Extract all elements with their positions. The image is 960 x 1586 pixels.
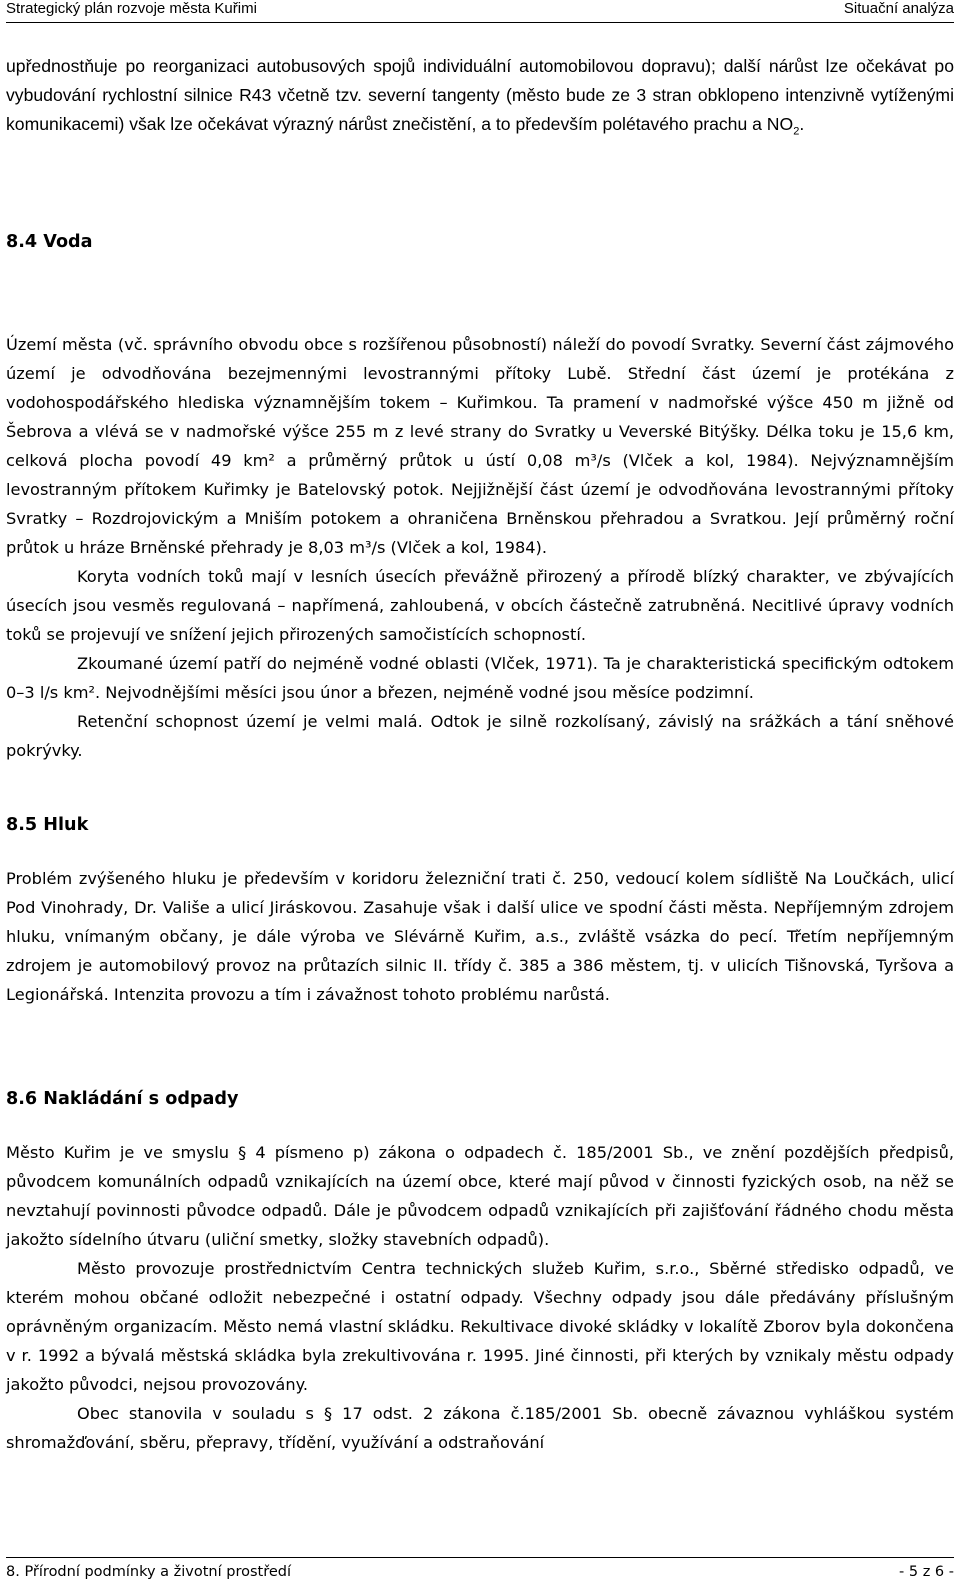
- section-heading-voda: 8.4 Voda: [6, 232, 93, 252]
- hluk-paragraph-1: Problém zvýšeného hluku je především v koridoru železniční trati č. 250, vedoucí kolem sídliště Na Loučkách, ulicí Pod Vinohrady, Dr. Vališe a ulicí Jiráskovou. Zasahuje však i další ulice ve spodní části města. Nepříjemným zdrojem hluku, vnímaným občany, je dále výroba ve Slévárně Kuřim, a.s., zvláště vsázka do pecí. Třetím nepříjemným zdrojem je automobilový provoz na průtazích silnic II. třídy č. 385 a 386 městem, tj. v ulicích Tišnovská, Tyršova a Legionářská. Intenzita provozu a tím i závažnost tohoto problému narůstá.: [6, 869, 954, 1004]
- voda-paragraph-1: Území města (vč. správního obvodu obce s rozšířenou působností) náleží do povodí Svratky. Severní část zájmového území je odvodňována bezejmennými levostrannými přítoky Lubě. Střední část území je protékána z vodohospodářského hlediska významnějším tokem – Kuřimkou. Ta pramení v nadmořské výšce 450 m jižně od Šebrova a vlévá se v nadmořské výšce 255 m z levé strany do Svratky u Veverské Bitýšky. Délka toku je 15,6 km, celková plocha povodí 49 km² a průměrný průtok u ústí 0,08 m³/s (Vlček a kol, 1984). Nejvýznamnějším levostranným přítokem Kuřimky je Batelovský potok. Nejjižnější část území je odvodňována levostrannými přítoky Svratky – Rozdrojovickým a Mniším potokem a ohraničena Brněnskou přehradou a Svratkou. Její průměrný roční průtok u hráze Brněnské přehrady je 8,03 m³/s (Vlček a kol, 1984).: [6, 335, 954, 557]
- intro-subscript: 2: [793, 125, 800, 138]
- page-header: [6, 0, 954, 23]
- intro-text: upřednostňuje po reorganizaci autobusových spojů individuální automobilovou dopravu); další nárůst lze očekávat po vybudování rychlostní silnice R43 včetně tzv. severní tangenty (město bude ze 3 stran obklopeno intenzivně vytíženými komunikacemi) však lze očekávat výrazný nárůst znečistění, a to především polétavého prachu a NO: [6, 56, 954, 134]
- intro-paragraph-block: [6, 52, 954, 147]
- header-section-title: Situační analýza: [843, 0, 954, 17]
- voda-paragraph-3: Zkoumané území patří do nejméně vodné oblasti (Vlček, 1971). Ta je charakteristická specifickým odtokem 0–3 l/s km². Nejvodnějšími měsíci jsou únor a březen, nejméně vodné jsou měsíce podzimní.: [6, 654, 954, 702]
- odpady-paragraph-3: Obec stanovila v souladu s § 17 odst. 2 zákona č.185/2001 Sb. obecně závaznou vyhláškou systém shromažďování, sběru, přepravy, třídění, využívání a odstraňování: [6, 1404, 954, 1452]
- odpady-paragraph-2: Město provozuje prostřednictvím Centra technických služeb Kuřim, s.r.o., Sběrné středisko odpadů, ve kterém mohou občané odložit nebezpečné i ostatní odpady. Všechny odpady jsou dále předávány příslušným oprávněným organizacím. Město nemá vlastní skládku. Rekultivace divoké skládky v lokalítě Zborov byla dokončena v r. 1992 a bývalá městská skládka byla zrekultivována r. 1995. Jiné činnosti, při kterých by vznikaly městu odpady jakožto původci, nejsou provozovány.: [6, 1259, 954, 1394]
- voda-paragraph-2: Koryta vodních toků mají v lesních úsecích převážně přirozený a přírodě blízký charakter, ve zbývajících úsecích jsou vesměs regulovaná – napřímená, zahloubená, v obcích částečně zatrubněná. Necitlivé úpravy vodních toků se projevují ve snížení jejich přirozených samočistících schopností.: [6, 567, 954, 644]
- odpady-paragraph-1: Město Kuřim je ve smyslu § 4 písmeno p) zákona o odpadech č. 185/2001 Sb., ve znění pozdějších předpisů, původcem komunálních odpadů vznikajících na území obce, které mají původ v činnosti fyzických osob, na něž se nevztahují povinnosti původce odpadů. Dále je původcem odpadů vznikajících při zajišťování řádného chodu města jakožto sídelního útvaru (uliční smetky, složky stavebních odpadů).: [6, 1143, 954, 1249]
- footer-page-number: - 5 z 6 -: [899, 1564, 954, 1580]
- section-hluk: [6, 864, 954, 1009]
- section-odpady: [6, 1138, 954, 1457]
- intro-end: .: [799, 114, 805, 134]
- voda-paragraph-4: Retenční schopnost území je velmi malá. Odtok je silně rozkolísaný, závislý na srážkách a tání sněhové pokrývky.: [6, 712, 954, 760]
- header-document-title: Strategický plán rozvoje města Kuřimi: [6, 0, 257, 17]
- section-heading-odpady: 8.6 Nakládání s odpady: [6, 1089, 239, 1109]
- footer-chapter-title: 8. Přírodní podmínky a životní prostředí: [6, 1564, 292, 1580]
- section-voda: [6, 330, 954, 765]
- section-heading-hluk: 8.5 Hluk: [6, 815, 89, 835]
- page-footer: [6, 1557, 954, 1586]
- intro-paragraph: [6, 52, 954, 147]
